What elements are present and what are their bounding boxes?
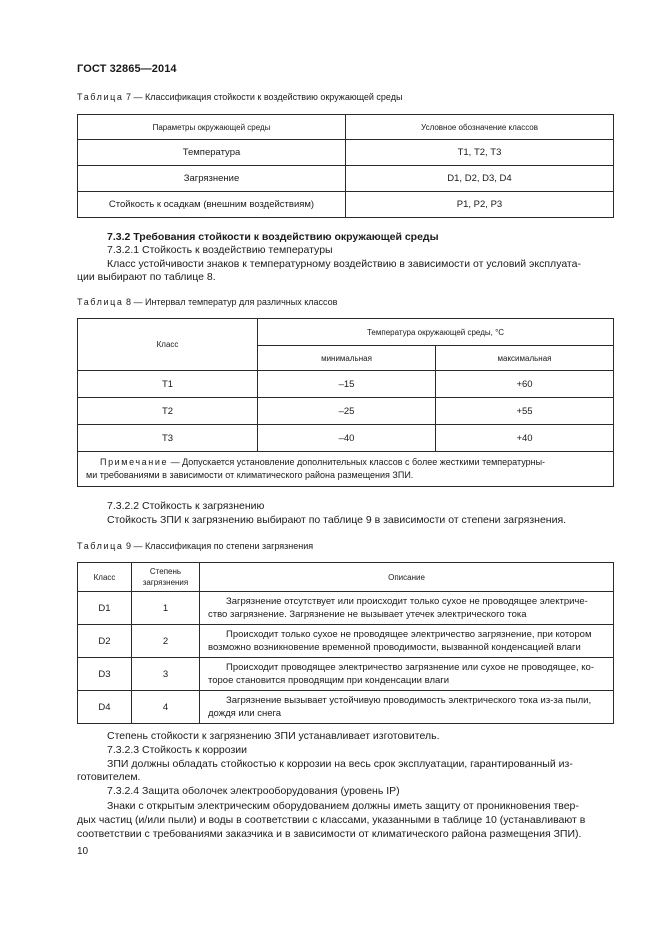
paragraph-line: Класс устойчивости знаков к температурному воздействию в зависимости от условий эксплуата- [107, 258, 581, 270]
table-cell: 4 [132, 691, 200, 724]
description-line: ство загрязнение. Загрязнение не вызывает утечек электрического тока [208, 609, 527, 620]
table-row [78, 166, 614, 192]
column-header: Условное обозначение классов [346, 115, 614, 140]
table-cell: Температура [78, 140, 346, 166]
description-line: Загрязнение отсутствует или происходит только сухое не проводящее электриче- [226, 596, 588, 607]
table8-label: Таблица [77, 297, 124, 307]
description-cell [200, 658, 614, 691]
paragraph-line: ЗПИ должны обладать стойкостью к коррозии на весь срок эксплуатации, гарантированный из- [107, 758, 573, 770]
column-header: минимальная [258, 346, 436, 371]
column-header: максимальная [436, 346, 614, 371]
table-cell: D2 [78, 625, 132, 658]
table-header-row [78, 115, 614, 140]
column-header: Класс [78, 319, 258, 371]
table-cell: +60 [436, 371, 614, 398]
table-cell: Р1, Р2, Р3 [346, 192, 614, 218]
table9-label: Таблица [77, 541, 124, 551]
description-line: Загрязнение вызывает устойчивую проводимость электрического тока из-за пыли, [226, 695, 592, 706]
description-cell [200, 625, 614, 658]
table8-number: 8 [126, 297, 132, 307]
table-cell: D1, D2, D3, D4 [346, 166, 614, 192]
table-header-row [78, 319, 614, 346]
paragraph-line: Стойкость ЗПИ к загрязнению выбирают по таблице 9 в зависимости от степени загрязнения. [107, 514, 567, 526]
table-cell: Т1 [78, 371, 258, 398]
table9-caption [77, 541, 313, 551]
table9-title: — Классификация по степени загрязнения [131, 541, 314, 551]
description-cell [200, 691, 614, 724]
table-cell: 1 [132, 592, 200, 625]
table-note-row [78, 452, 614, 487]
description-line: торое становится проводящим при конденсации влаги [208, 675, 450, 686]
column-header: Класс [78, 563, 132, 592]
description-cell [200, 592, 614, 625]
table-cell: –25 [258, 398, 436, 425]
table-cell: –40 [258, 425, 436, 452]
table-cell: Т3 [78, 425, 258, 452]
column-header: Описание [200, 563, 614, 592]
table8-title: — Интервал температур для различных классов [131, 297, 338, 307]
table7-caption [77, 92, 402, 102]
description-line: Происходит проводящее электричество загрязнение или сухое не проводящее, ко- [226, 662, 594, 673]
table7-label: Таблица [77, 92, 124, 102]
paragraph-line: ции выбирают по таблице 8. [77, 271, 216, 283]
note-label: Примечание [100, 457, 169, 467]
column-header: Параметры окружающей среды [78, 115, 346, 140]
table-note [78, 452, 614, 487]
table9-number: 9 [126, 541, 132, 551]
column-header [132, 563, 200, 592]
degree-header-line2: загрязнения [142, 578, 189, 587]
table7-number: 7 [126, 92, 132, 102]
subsection-7-3-2-1: 7.3.2.1 Стойкость к воздействию температуры [107, 244, 333, 256]
paragraph-line: Знаки с открытым электрическим оборудованием должны иметь защиту от проникновения твер- [107, 800, 579, 812]
table-row [78, 658, 614, 691]
subsection-7-3-2-2: 7.3.2.2 Стойкость к загрязнению [107, 500, 265, 512]
table-cell: +55 [436, 398, 614, 425]
description-line: Происходит только сухое не проводящее электричество загрязнение, при котором [226, 629, 592, 640]
table-row [78, 398, 614, 425]
table-cell: D1 [78, 592, 132, 625]
table-cell: D4 [78, 691, 132, 724]
paragraph-line: Степень стойкости к загрязнению ЗПИ устанавливает изготовитель. [107, 730, 440, 742]
page-number: 10 [77, 846, 89, 857]
table-9 [77, 562, 614, 724]
table-row [78, 625, 614, 658]
column-header: Температура окружающей среды, °С [258, 319, 614, 346]
paragraph-line: дых частиц (и/или пыли) и воды в соответствии с классами, указанными в таблице 10 (устанавливают в [77, 814, 586, 826]
table-7 [77, 114, 614, 218]
paragraph-line: соответствии с требованиями заказчика и в зависимости от климатического района размещения ЗПИ). [77, 828, 582, 840]
note-text: — Допускается установление дополнительных классов с более жесткими температурны- [168, 457, 546, 467]
table-cell: Стойкость к осадкам (внешним воздействиям) [78, 192, 346, 218]
table-cell: +40 [436, 425, 614, 452]
table-8 [77, 318, 614, 487]
table8-caption [77, 297, 337, 307]
paragraph-line: готовителем. [77, 771, 141, 783]
description-line: дождя или снега [208, 708, 282, 719]
table-header-row [78, 563, 614, 592]
table-cell: Загрязнение [78, 166, 346, 192]
table-cell: 3 [132, 658, 200, 691]
table-row [78, 425, 614, 452]
standard-header: ГОСТ 32865—2014 [77, 63, 177, 75]
table-cell: Т1, Т2, Т3 [346, 140, 614, 166]
subsection-7-3-2-3: 7.3.2.3 Стойкость к коррозии [107, 744, 248, 756]
table7-title: — Классификация стойкости к воздействию окружающей среды [131, 92, 403, 102]
subsection-7-3-2-4: 7.3.2.4 Защита оболочек электрооборудования (уровень IP) [107, 785, 400, 797]
table-row [78, 691, 614, 724]
table-cell: –15 [258, 371, 436, 398]
table-cell: Т2 [78, 398, 258, 425]
table-row [78, 592, 614, 625]
table-cell: 2 [132, 625, 200, 658]
table-row [78, 192, 614, 218]
description-line: возможно возникновение временной проводимости, вызванной конденсацией влаги [208, 642, 581, 653]
table-row [78, 140, 614, 166]
table-cell: D3 [78, 658, 132, 691]
section-heading: 7.3.2 Требования стойкости к воздействию окружающей среды [107, 231, 439, 243]
table-row [78, 371, 614, 398]
note-text-continued: ми требованиями в зависимости от климатического района размещения ЗПИ. [86, 470, 414, 480]
degree-header-line1: Степень [149, 567, 182, 576]
